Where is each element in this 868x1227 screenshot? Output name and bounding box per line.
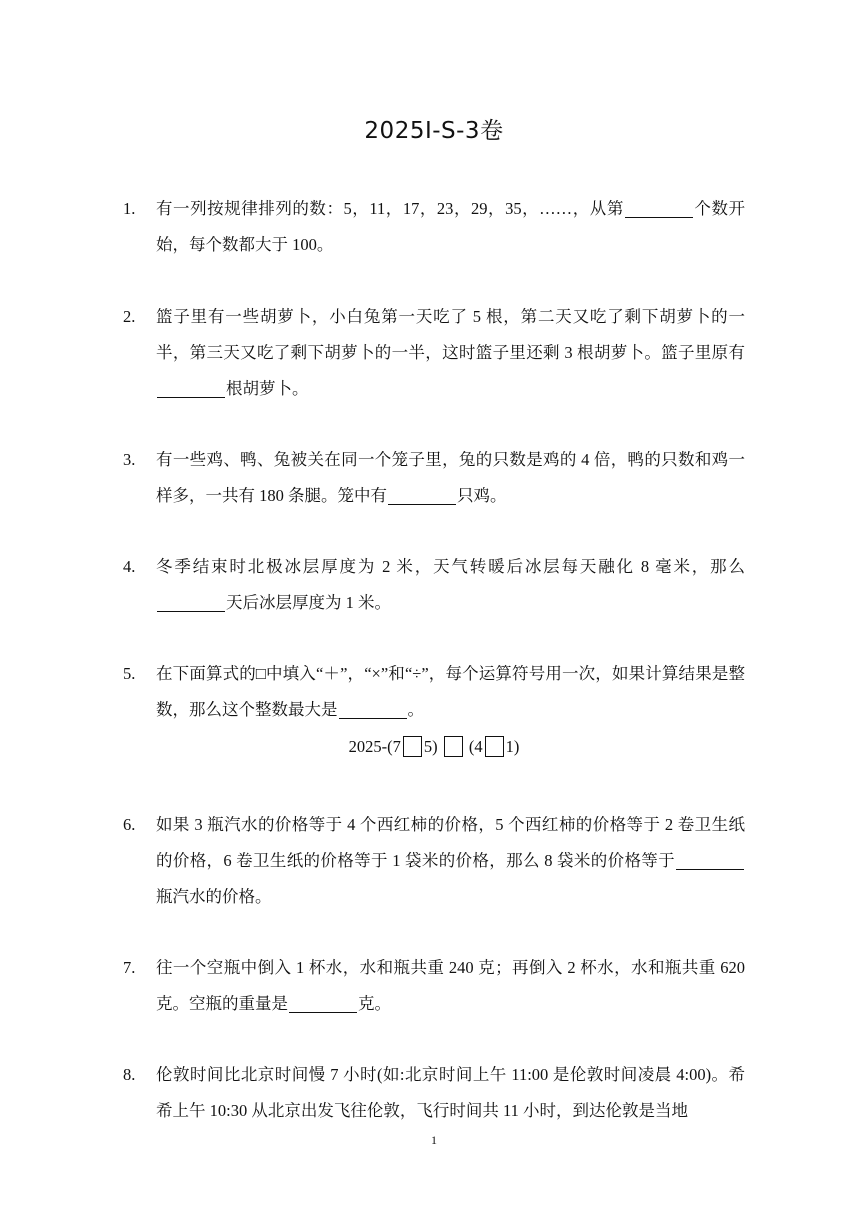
question-number: 6. — [123, 815, 136, 834]
question-text: 篮子里有一些胡萝卜，小白兔第一天吃了 5 根，第二天又吃了剩下胡萝卜的一半，第三天又吃了剩下胡萝卜的一半，这时篮子里还剩 3 根胡萝卜。篮子里原有 — [156, 307, 745, 362]
answer-blank[interactable] — [339, 700, 407, 719]
formula-part: 1) — [505, 737, 520, 756]
question-2 — [123, 299, 745, 407]
answer-blank[interactable] — [625, 199, 693, 218]
page-number: 1 — [431, 1133, 437, 1147]
question-number: 4. — [123, 557, 136, 576]
page-title: 2025I-S-3卷 — [364, 118, 504, 144]
question-text: 有一列按规律排列的数：5，11，17，23，29，35，……，从第 — [156, 199, 624, 218]
question-text: 伦敦时间比北京时间慢 7 小时(如:北京时间上午 11:00 是伦敦时间凌晨 4:00)。希希上午 10:30 从北京出发飞往伦敦，飞行时间共 11 小时，到达伦敦是当地 — [156, 1065, 745, 1120]
question-number: 3. — [123, 450, 136, 469]
question-text: 只鸡。 — [457, 486, 507, 505]
question-number: 8. — [123, 1065, 136, 1084]
answer-blank[interactable] — [676, 851, 744, 870]
question-text: 往一个空瓶中倒入 1 杯水，水和瓶共重 240 克；再倒入 2 杯水，水和瓶共重 620 克。空瓶的重量是 — [156, 958, 745, 1013]
question-text: 瓶汽水的价格。 — [156, 887, 272, 906]
question-text: 在下面算式的□中填入“＋”，“×”和“÷”，每个运算符号用一次，如果计算结果是整数，那么这个整数最大是 — [156, 664, 745, 719]
question-text: 冬季结束时北极冰层厚度为 2 米，天气转暖后冰层每天融化 8 毫米，那么 — [156, 557, 745, 576]
question-number: 1. — [123, 199, 136, 218]
question-number: 7. — [123, 958, 136, 977]
question-text: 如果 3 瓶汽水的价格等于 4 个西红柿的价格，5 个西红柿的价格等于 2 卷卫生纸的价格，6 卷卫生纸的价格等于 1 袋米的价格，那么 8 袋米的价格等于 — [156, 815, 745, 870]
answer-blank[interactable] — [157, 593, 225, 612]
formula — [0, 734, 868, 760]
question-number: 5. — [123, 664, 136, 683]
question-text: 根胡萝卜。 — [226, 379, 309, 398]
answer-blank[interactable] — [289, 994, 357, 1013]
question-text: 有一些鸡、鸭、兔被关在同一个笼子里，兔的只数是鸡的 4 倍，鸭的只数和鸡一样多，一共有 180 条腿。笼中有 — [156, 450, 745, 505]
question-text: 。 — [407, 700, 424, 719]
operator-box[interactable] — [403, 736, 422, 757]
question-3 — [123, 442, 745, 514]
question-1 — [123, 191, 745, 263]
formula-part: 5) — [423, 737, 438, 756]
formula-part: (4 — [468, 737, 483, 756]
formula-part: 2025-(7 — [348, 737, 401, 756]
answer-blank[interactable] — [157, 379, 225, 398]
question-8 — [123, 1057, 745, 1129]
question-6 — [123, 807, 745, 915]
question-4 — [123, 549, 745, 621]
operator-box[interactable] — [485, 736, 504, 757]
answer-blank[interactable] — [388, 486, 456, 505]
question-5 — [123, 656, 745, 728]
operator-box[interactable] — [444, 736, 463, 757]
question-text: 克。 — [358, 994, 391, 1013]
question-text: 天后冰层厚度为 1 米。 — [226, 593, 391, 612]
question-number: 2. — [123, 307, 136, 326]
question-text: 个数开始，每个数都大于 100。 — [156, 199, 746, 254]
question-7 — [123, 950, 745, 1022]
